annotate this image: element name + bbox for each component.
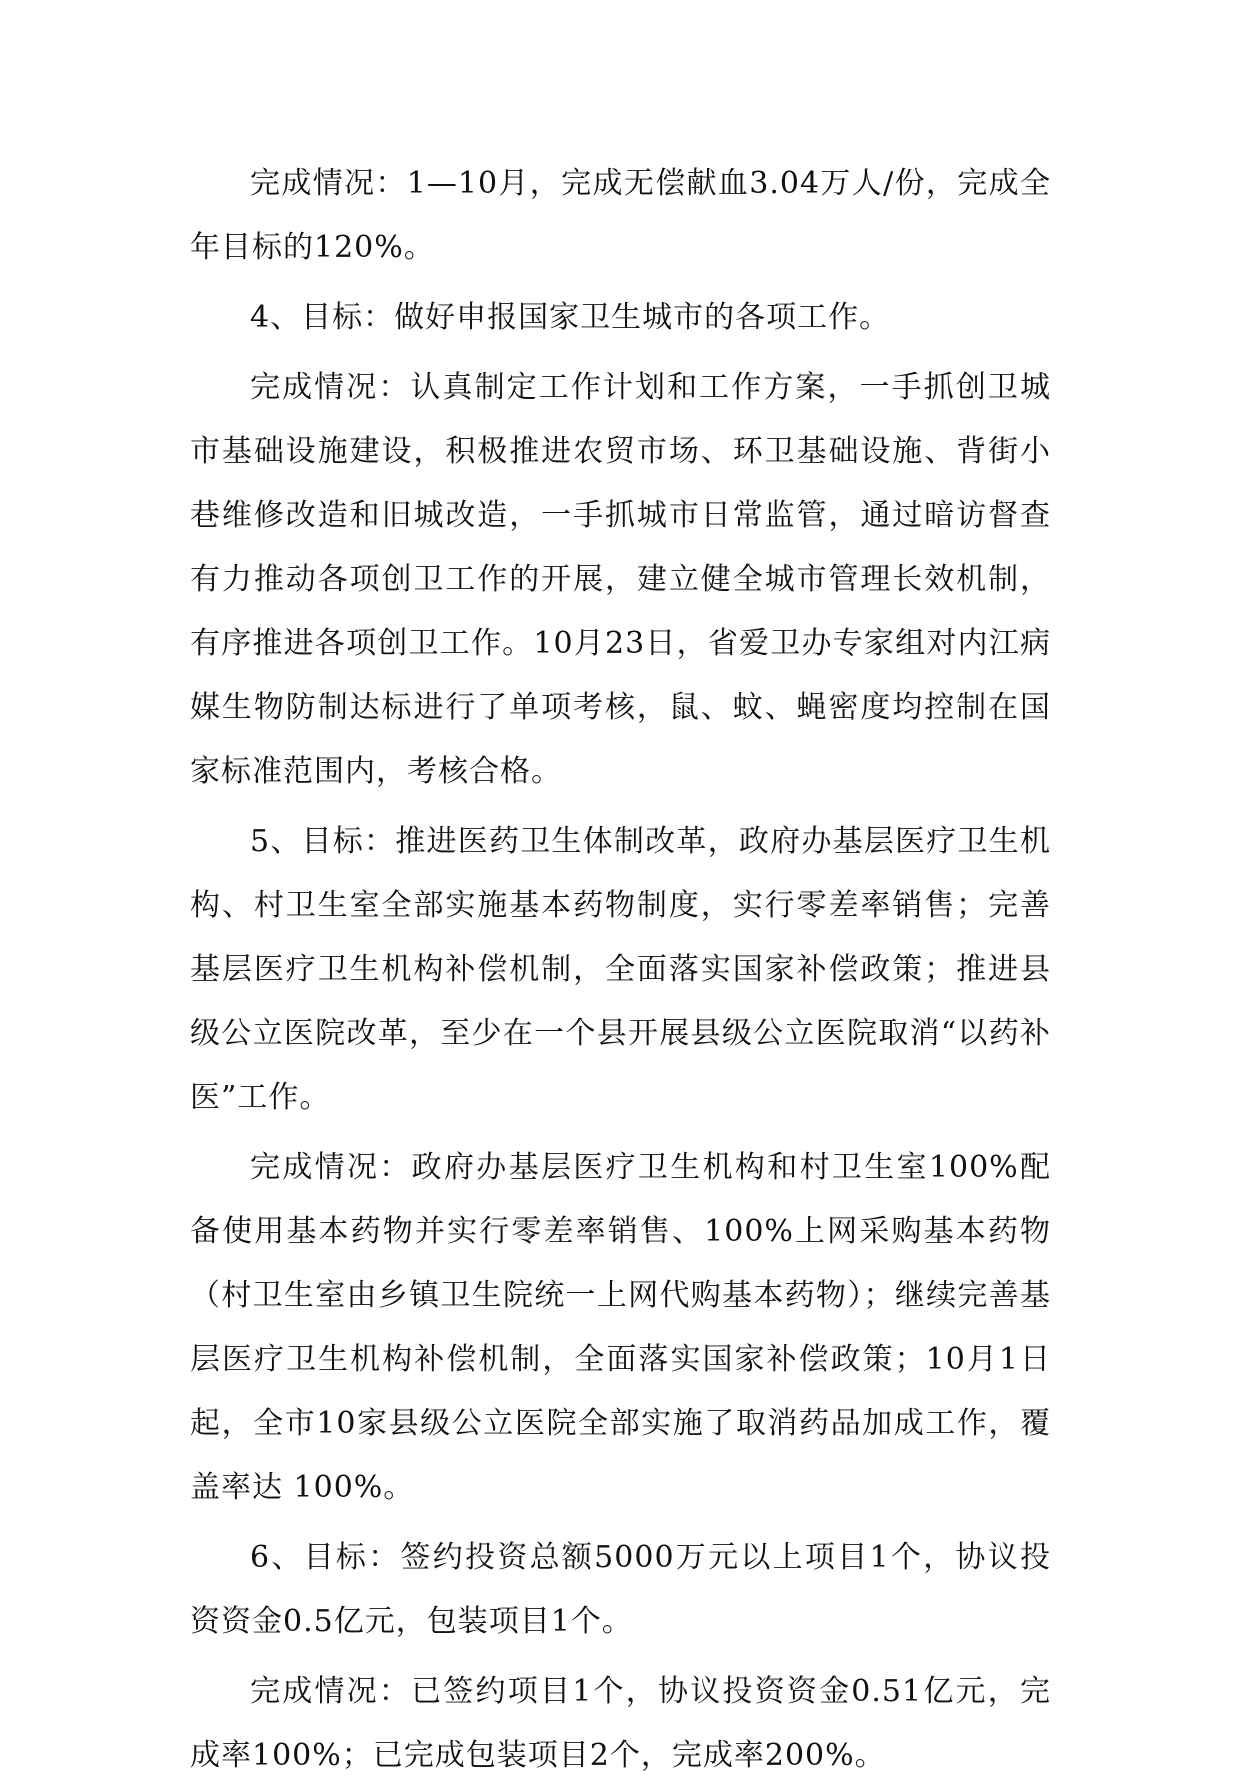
- paragraph-blood-donation-result: 完成情况：1—10月，完成无偿献血3.04万人/份，完成全年目标的120%。: [190, 166, 1051, 265]
- paragraph-goal-6-result: 完成情况：已签约项目1个，协议投资资金0.51亿元，完成率100%；已完成包装项目2个，完成率200%。: [190, 1674, 1051, 1773]
- paragraph-goal-6: 6、目标：签约投资总额5000万元以上项目1个，协议投资资金0.5亿元，包装项目1个。: [190, 1540, 1051, 1639]
- paragraph-goal-5: 5、目标：推进医药卫生体制改革，政府办基层医疗卫生机构、村卫生室全部实施基本药物制度，实行零差率销售；完善基层医疗卫生机构补偿机制，全面落实国家补偿政策；推进县级公立医院改革，至少在一个县开展县级公立医院取消“以药补医”工作。: [190, 824, 1051, 1115]
- paragraph-goal-4-result: 完成情况：认真制定工作计划和工作方案，一手抓创卫城市基础设施建设，积极推进农贸市场、环卫基础设施、背街小巷维修改造和旧城改造，一手抓城市日常监管，通过暗访督查有力推动各项创卫工作的开展，建立健全城市管理长效机制，有序推进各项创卫工作。10月23日，省爱卫办专家组对内江病媒生物防制达标进行了单项考核，鼠、蚊、蝇密度均控制在国家标准范围内，考核合格。: [190, 370, 1051, 789]
- paragraph-goal-5-result: 完成情况：政府办基层医疗卫生机构和村卫生室100%配备使用基本药物并实行零差率销售、100%上网采购基本药物（村卫生室由乡镇卫生院统一上网代购基本药物）；继续完善基层医疗卫生机构补偿机制，全面落实国家补偿政策；10月1日起，全市10家县级公立医院全部实施了取消药品加成工作，覆盖率达 100%。: [190, 1150, 1051, 1505]
- paragraph-goal-4: 4、目标：做好申报国家卫生城市的各项工作。: [250, 300, 891, 335]
